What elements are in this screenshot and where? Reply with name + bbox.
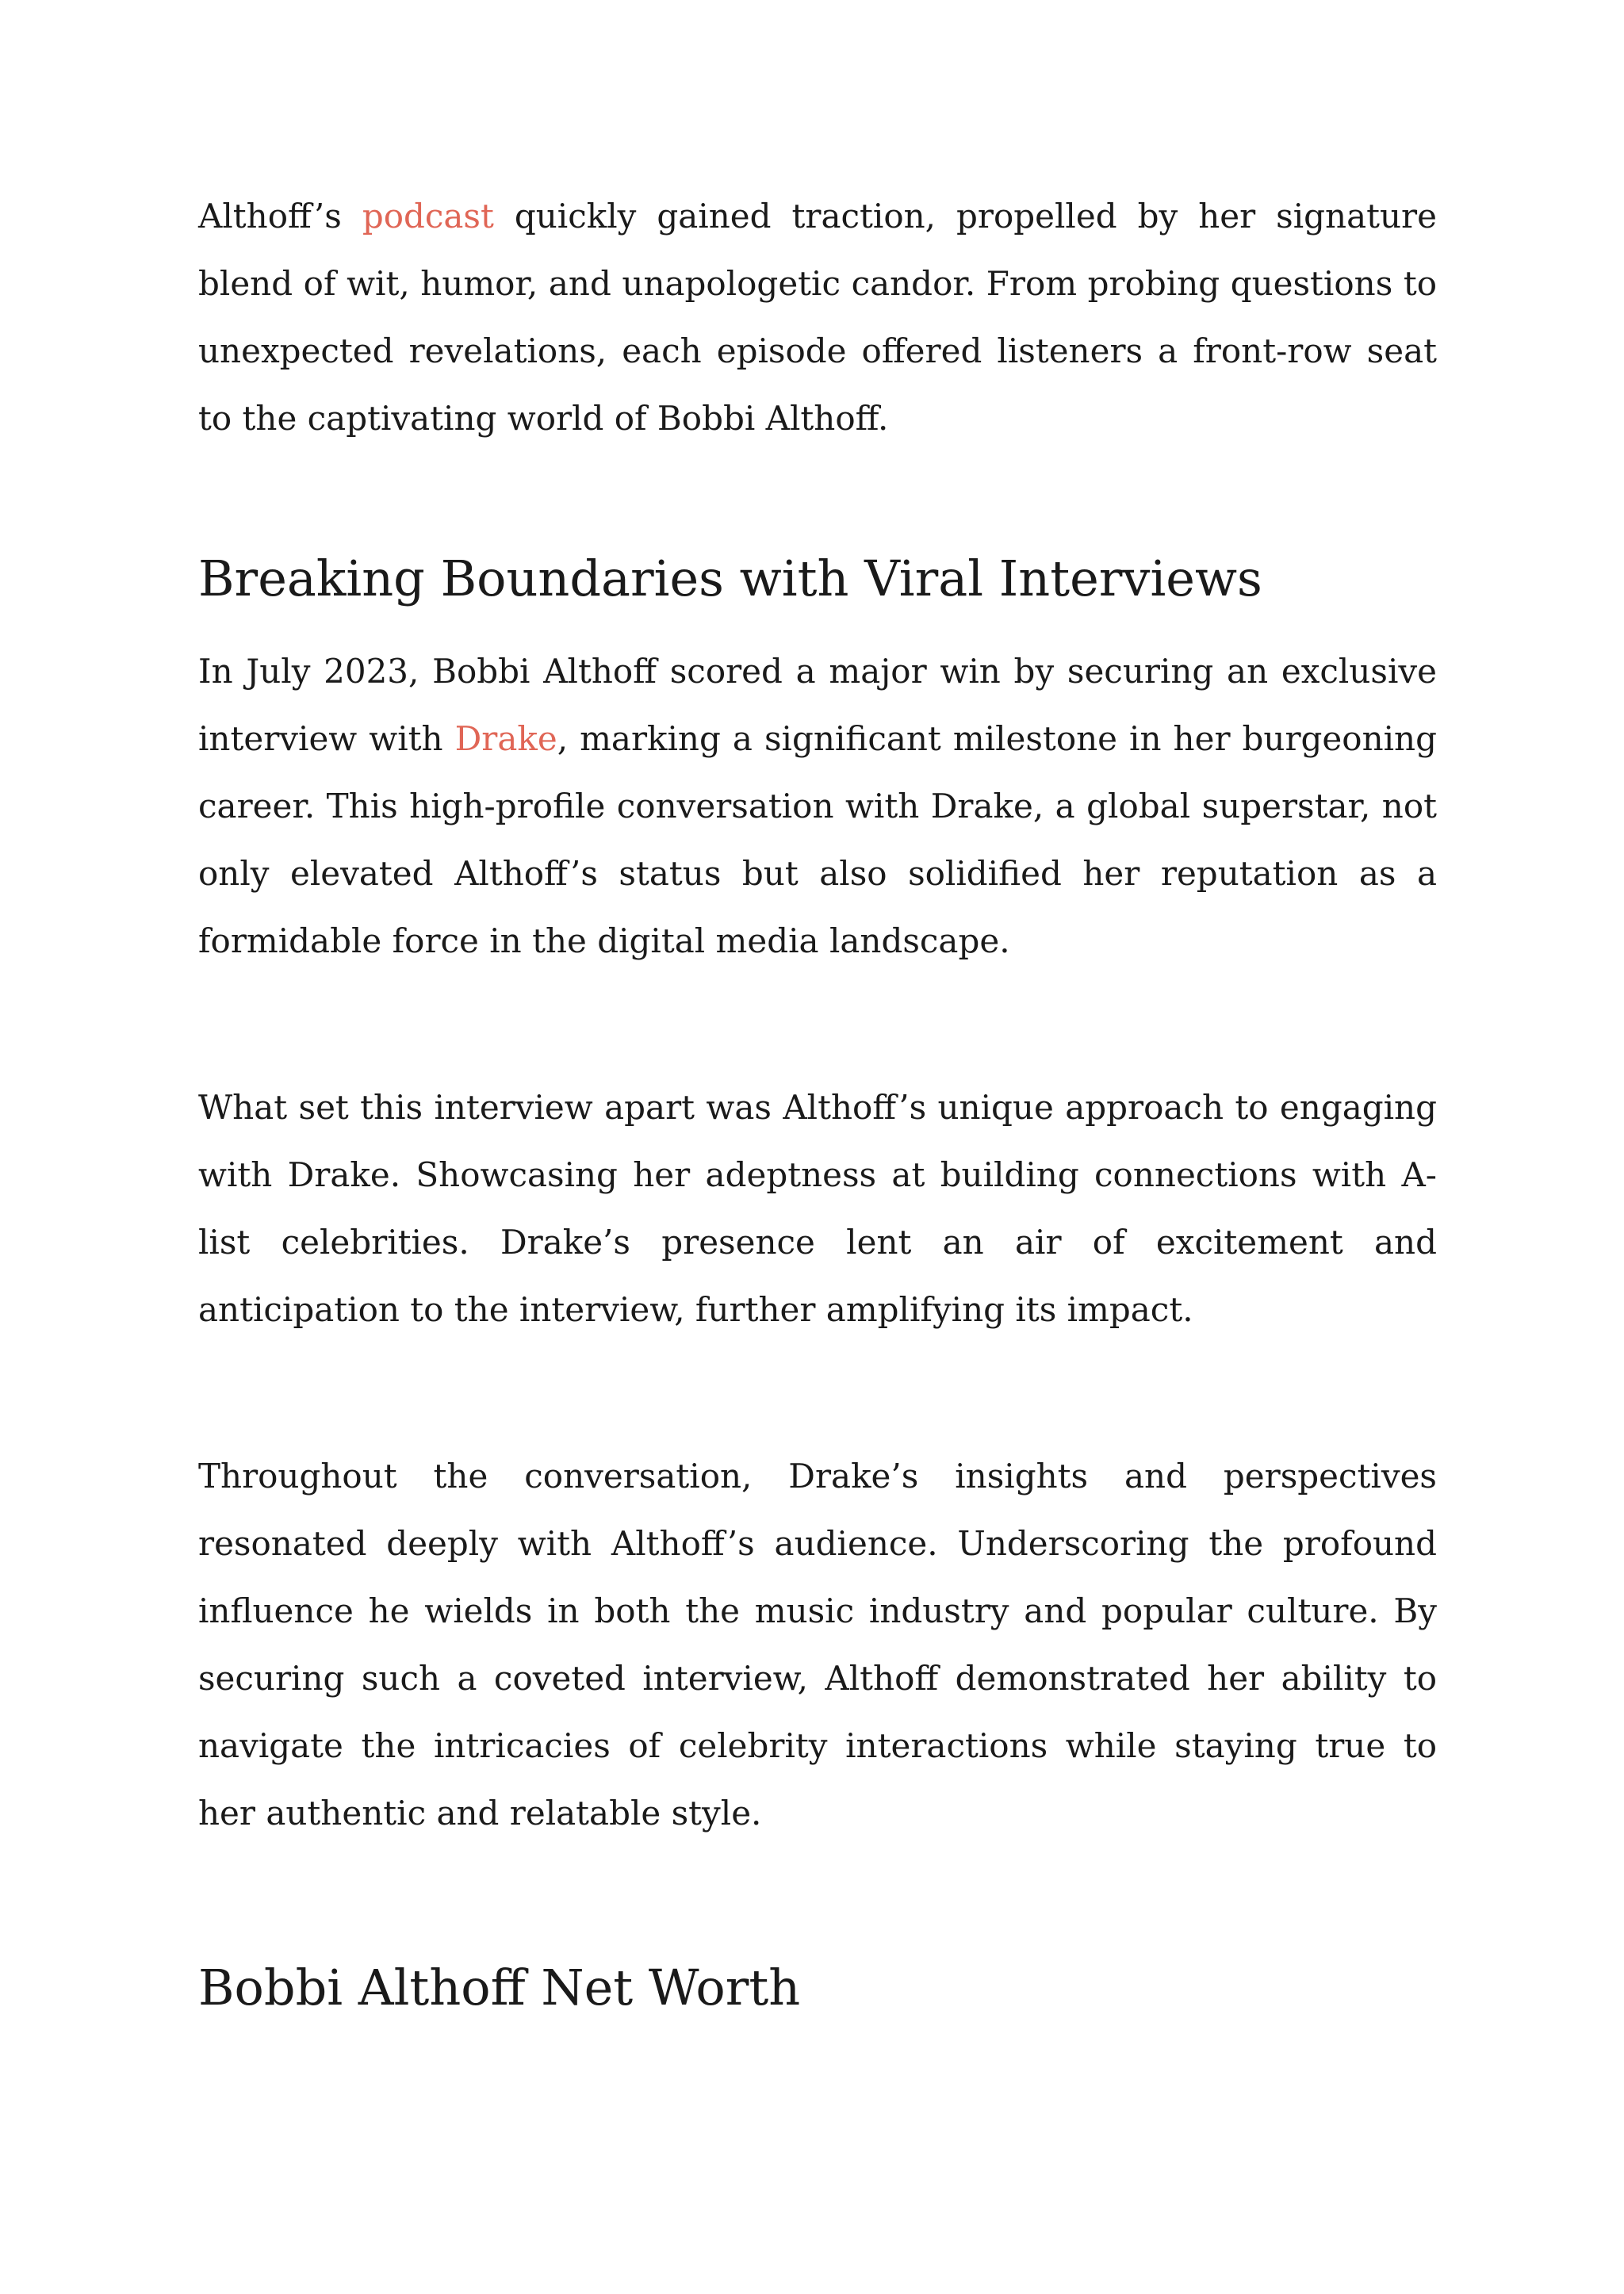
section-heading-net-worth: Bobbi Althoff Net Worth <box>198 1959 801 2016</box>
paragraph-conversation-insights: Throughout the conversation, Drake’s insights and perspectives resonated deeply with Althoff’s audience. Underscoring the profound influence he wields in both the music industry and popular culture. By securing such a coveted interview, Althoff demonstrated her ability to navigate the intricacies of celebrity interactions while staying true to her authentic and relatable style. <box>198 1457 1437 1833</box>
paragraph-text: , marking a significant milestone in her burgeoning career. This high-profile conversation with Drake, a global superstar, not only elevated Althoff’s status but also solidified her reputation as a formidable force in the digital media landscape. <box>198 719 1437 960</box>
drake-link[interactable]: Drake <box>454 719 557 758</box>
paragraph-text: Althoff’s <box>198 197 362 236</box>
paragraph-podcast <box>198 182 1437 452</box>
paragraph-drake-interview <box>198 638 1437 975</box>
paragraph-unique-approach: What set this interview apart was Althoff’s unique approach to engaging with Drake. Showcasing her adeptness at building connections with A-list celebrities. Drake’s presence lent an air of excitement and anticipation to the interview, further amplifying its impact. <box>198 1088 1437 1329</box>
paragraph-text: In July 2023, Bobbi Althoff scored a major win by securing an exclusive interview with <box>198 652 1437 758</box>
podcast-link[interactable]: podcast <box>362 197 494 236</box>
section-heading-viral-interviews: Breaking Boundaries with Viral Interviews <box>198 550 1262 607</box>
paragraph-text: quickly gained traction, propelled by her signature blend of wit, humor, and unapologetic candor. From probing questions to unexpected revelations, each episode offered listeners a front-row seat to the captivating world of Bobbi Althoff. <box>198 197 1437 438</box>
article-body <box>198 182 1437 2020</box>
